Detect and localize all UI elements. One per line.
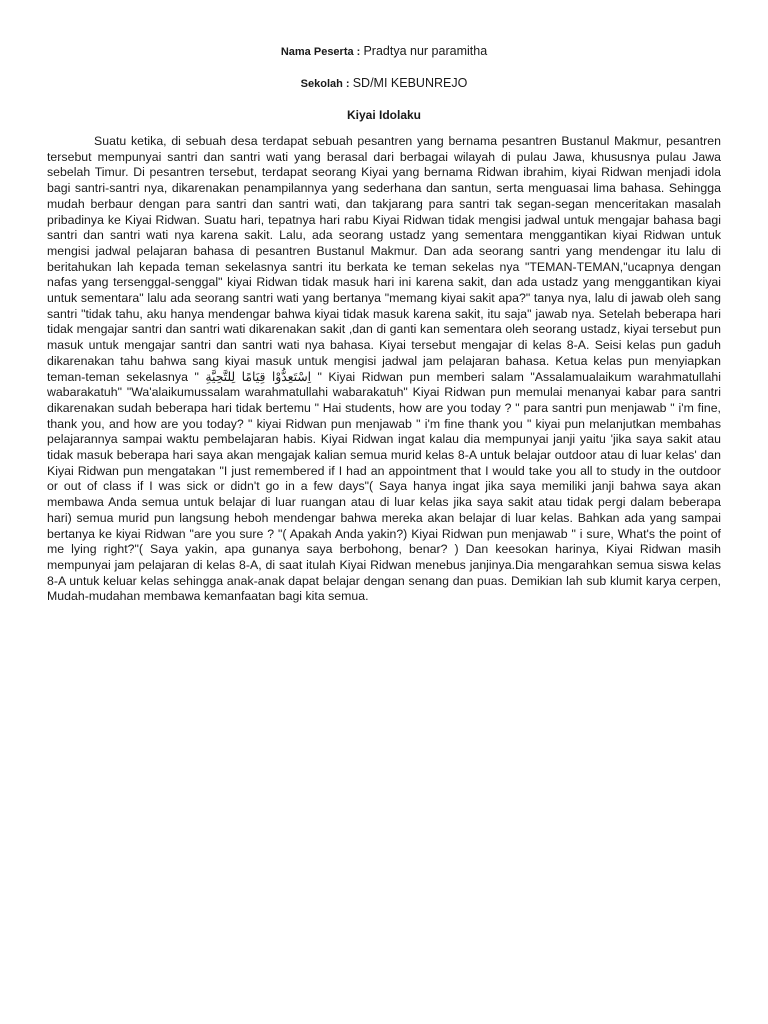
school-value: SD/MI KEBUNREJO [352,76,468,90]
school-line [0,75,768,92]
school-label: Sekolah : [300,78,350,90]
story-title: Kiyai Idolaku [346,108,422,122]
story-body: Suatu ketika, di sebuah desa terdapat sebuah pesantren yang bernama pesantren Bustanul Makmur, pesantren tersebut mempunyai santri dan santri wati yang berasal dari berbagai wilayah di pulau Jawa, khususnya pulau Jawa sebelah Timur. Di pesantren tersebut, terdapat seorang Kiyai yang bernama Ridwan ibrahim, kiyai Ridwan menjadi idola bagi santri-santri nya, dikarenakan penampilannya yang sederhana dan santun, serta menguasai lima bahasa. Sehingga mudah berbaur dengan para santri dan santri wati, dan takjarang para santri tak segan-segan menceritakan masalah pribadinya ke Kiyai Ridwan. Suatu hari, tepatnya hari rabu Kiyai Ridwan tidak mengisi jadwal untuk mengajar bahasa bagi santri dan santri wati nya karena sakit. Lalu, ada seorang ustadz yang sementara menggantikan kiyai Ridwan untuk mengisi jadwal pelajaran bahasa di pesantren Bustanul Makmur. Dan ada seorang santri yang mendengar itu lalu di beritahukan lah kepada teman sekelasnya santri itu berkata ke teman sekelas nya "TEMAN-TEMAN,"ucapnya dengan nafas yang tersenggal-senggal" kiyai Ridwan tidak masuk hari ini karena sakit, dan ada ustadz yang menggantikan kiyai untuk sementara" lalu ada seorang santri wati yang bertanya "memang kiyai sakit apa?" tanya nya, lalu di jawab oleh sang santri "tidak tahu, aku hanya mendengar bahwa kiyai tidak masuk karena sakit, itu saja" jawab nya. Setelah beberapa hari tidak mengajar santri dan santri wati dikarenakan sakit ,dan di ganti kan sementara oleh seorang ustadz, kiyai tersebut pun masuk untuk mengajar santri dan santri wati nya bahasa. Kiyai tersebut mengajar di kelas 8-A. Seisi kelas pun gaduh dikarenakan tahu bahwa sang kiyai masuk untuk mengisi jadwal jam pelajaran bahasa. Ketua kelas pun menyiapkan teman-teman sekelasnya " اِسْتَعِدُّوْا قِيَامًا لِلتَّحِيَّةِ " Kiyai Ridwan pun memberi salam "Assalamualaikum warahmatullahi wabarakatuh" "Wa'alaikumussalam warahmatullahi wabarakatuh" Kiyai Ridwan pun memulai menanyai kabar para santri dikarenakan sudah beberapa hari tidak bertemu " Hai students, how are you today ? " para santri pun menjawab " i'm fine, thank you, and how are you today? " kiyai Ridwan pun menjawab " i'm fine thank you " kiyai pun melanjutkan membahas pelajarannya sampai waktu pembelajaran habis. Kiyai Ridwan ingat kalau dia mempunyai janji yaitu 'jika saya sakit atau tidak masuk beberapa hari saya akan mengajak kalian semua murid kelas 8-A untuk belajar outdoor atau di luar kelas' dan Kiyai Ridwan pun mengatakan "I just remembered if I had an appointment that I would take you all to study in the outdoor or out of class if I was sick or didn't go in a few days"( Saya hanya ingat jika saya memiliki janji bahwa saya akan membawa Anda semua untuk belajar di luar ruangan atau di luar kelas jika saya sakit atau tidak pergi dalam beberapa hari) semua murid pun langsung heboh mendengar bahwa mereka akan belajar di luar kelas. Bahkan ada yang sampai bertanya ke kiyai Ridwan "are you sure ? "( Apakah Anda yakin?) Kiyai Ridwan pun menjawab " i sure, What's the point of me lying right?"( Saya yakin, apa gunanya saya berbohong, benar? ) Dan keesokan harinya, Kiyai Ridwan masih mempunyai jam pelajaran di kelas 8-A, di saat itulah Kiyai Ridwan menebus janjinya.Dia mengarahkan semua siswa kelas 8-A untuk keluar kelas sehingga anak-anak dapat belajar dengan senang dan puas. Demikian lah sub klumit karya cerpen, Mudah-mudahan membawa kemanfaatan bagi kita semua. [47,134,721,604]
participant-name-line [0,43,768,60]
participant-name-value: Pradtya nur paramitha [363,44,488,58]
participant-name-label: Nama Peserta : [280,46,361,58]
